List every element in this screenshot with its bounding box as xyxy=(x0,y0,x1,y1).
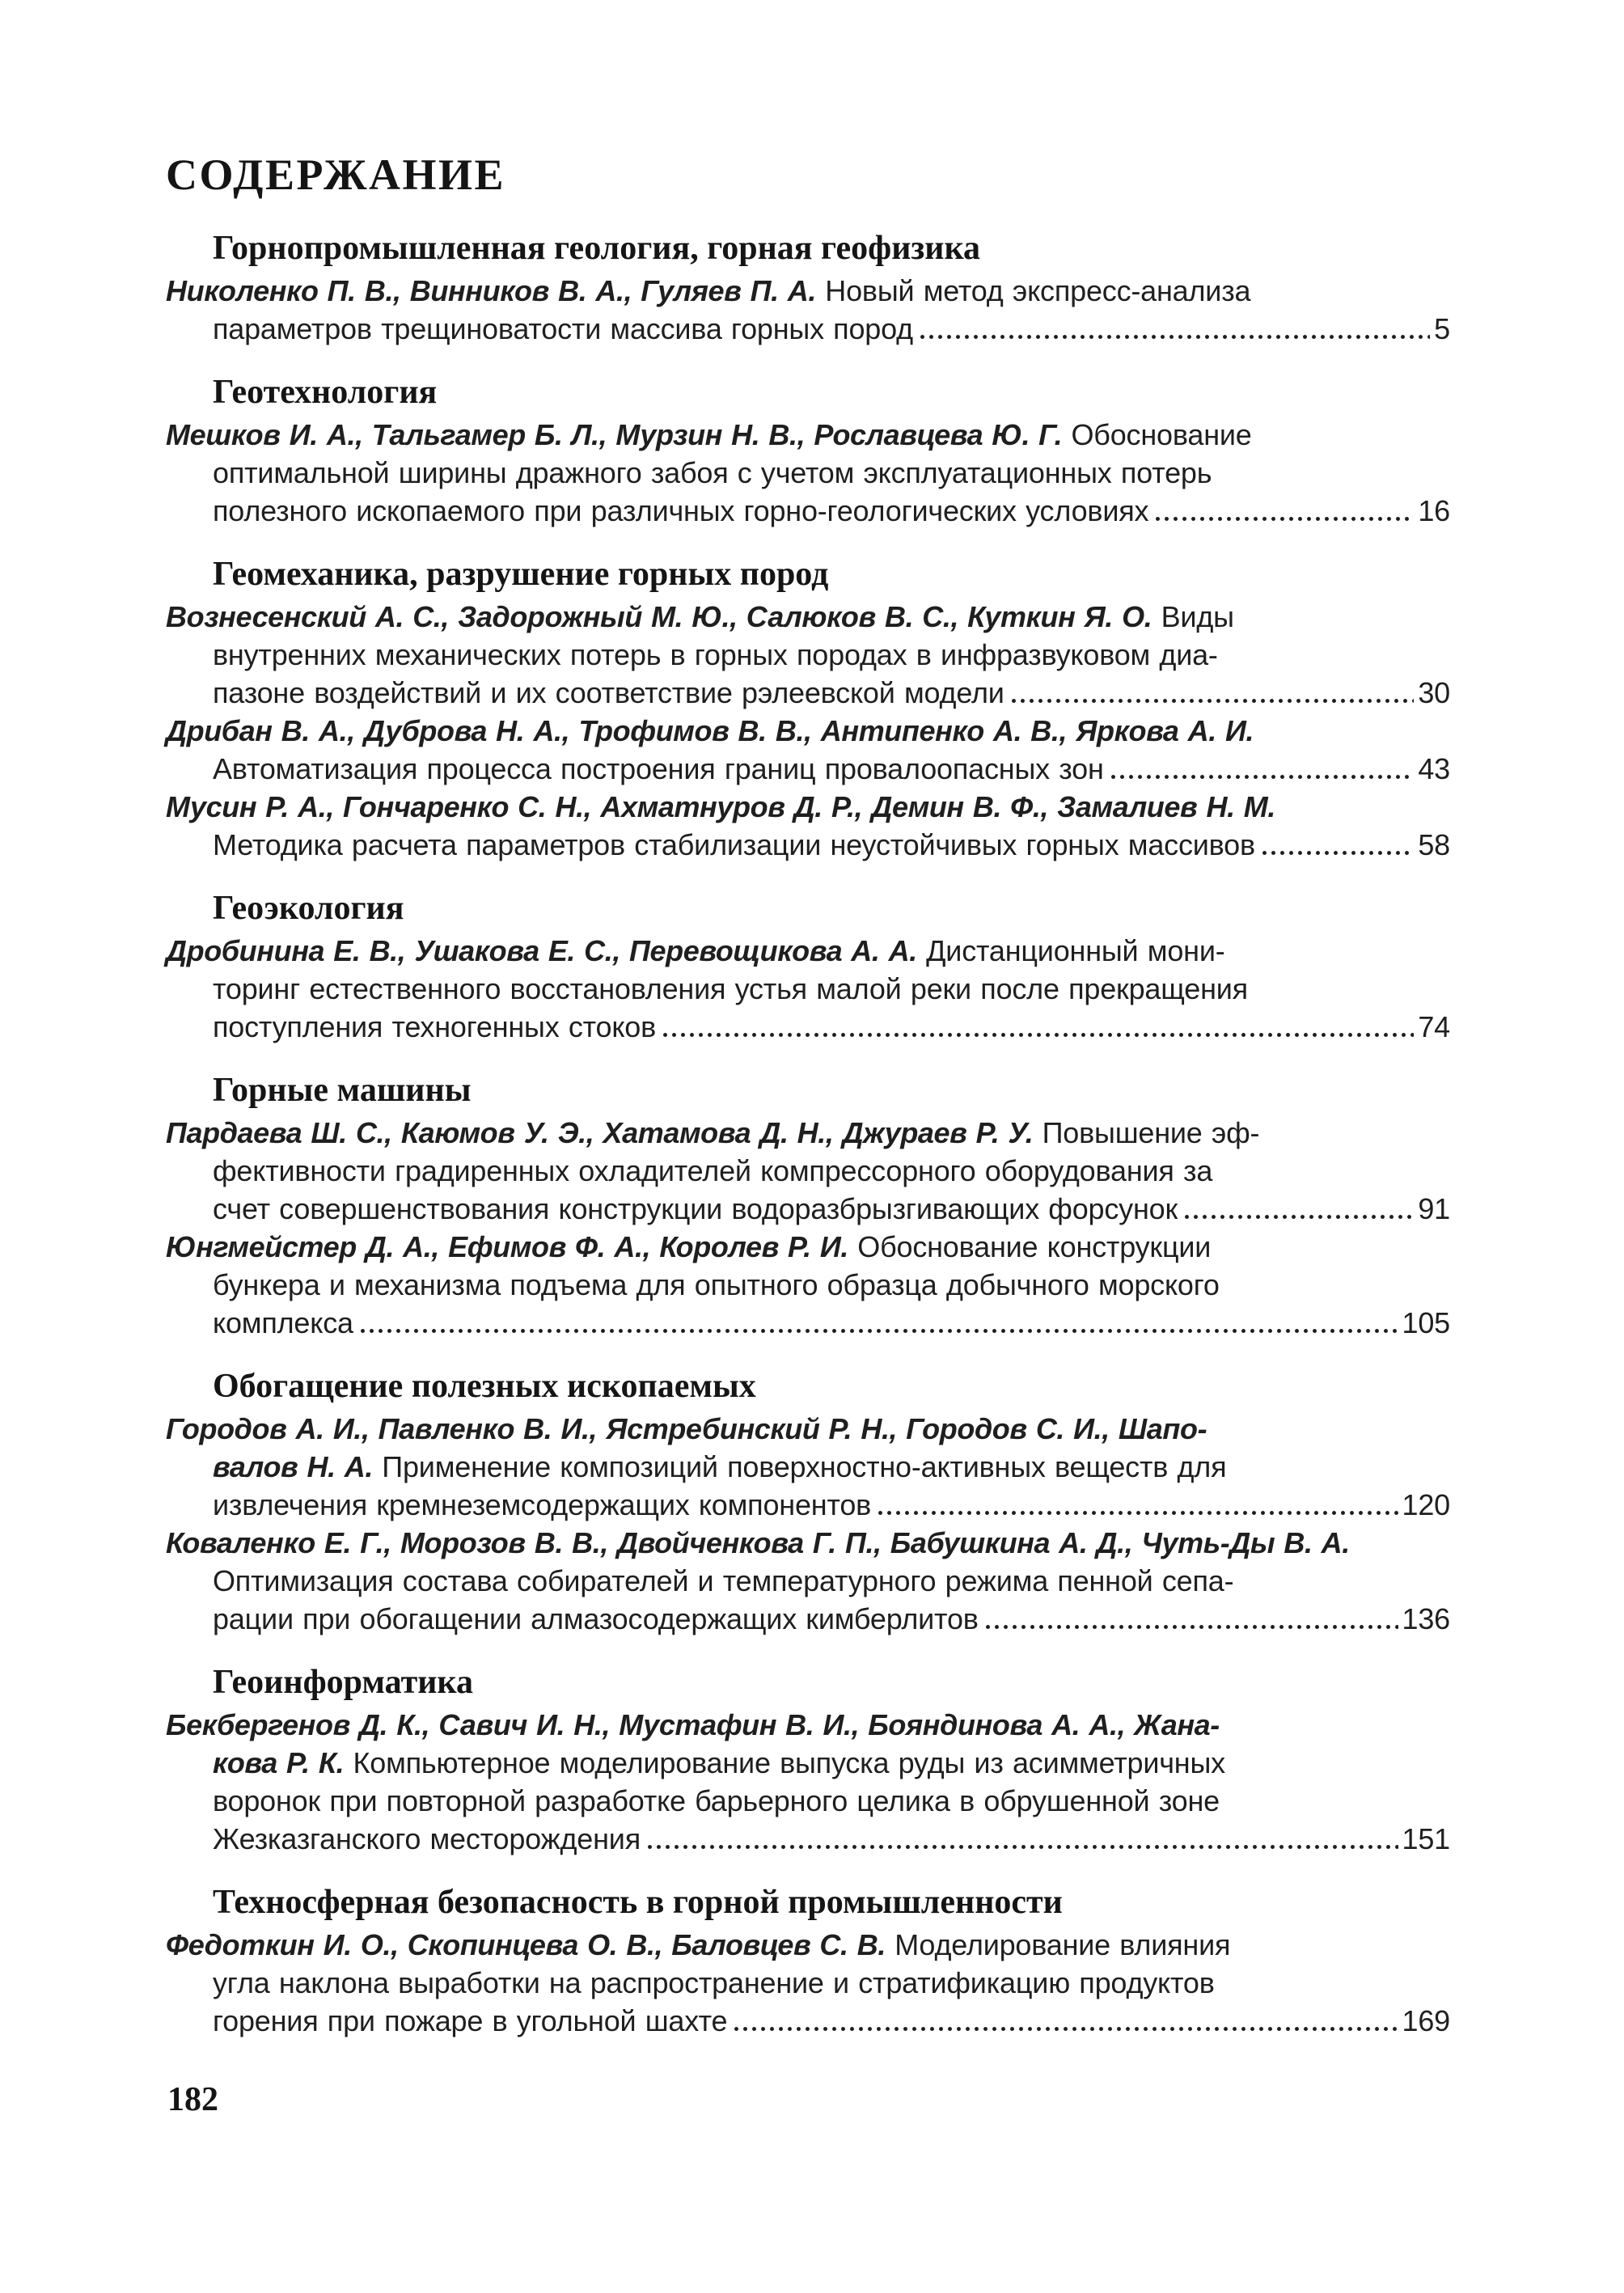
toc-entry-line xyxy=(166,454,1450,492)
entry-page-number: 16 xyxy=(1418,494,1450,527)
entry-title-text: пазоне воздействий и их соответствие рэлеевской модели xyxy=(213,676,1004,709)
entry-authors: Дробинина Е. В., Ушакова Е. С., Перевощикова А. А. xyxy=(166,934,917,967)
entry-page-number: 74 xyxy=(1418,1010,1450,1043)
entry-page-number: 151 xyxy=(1402,1822,1450,1855)
entry-title-text: Применение композиций поверхностно-активных веществ для xyxy=(373,1450,1227,1483)
entry-title-text: Новый метод экспресс-анализа xyxy=(815,274,1251,307)
toc-entry-line xyxy=(166,1562,1450,1600)
toc-entry xyxy=(166,1524,1450,1638)
section-header: Геомеханика, разрушение горных пород xyxy=(213,556,829,593)
section-header: Геоинформатика xyxy=(213,1664,473,1701)
entry-page-number: 91 xyxy=(1418,1192,1450,1225)
dot-leader xyxy=(663,1033,1414,1037)
toc-entry-line xyxy=(166,788,1450,826)
entry-title-text: оптимальной ширины дражного забоя с учетом эксплуатационных потерь xyxy=(213,456,1212,489)
entry-title-text: внутренних механических потерь в горных породах в инфразвуковом диа- xyxy=(213,638,1218,671)
entry-title-text: Обоснование xyxy=(1062,418,1252,451)
entry-page-number: 5 xyxy=(1434,312,1450,345)
toc-entry-line xyxy=(166,932,1450,970)
toc-entry xyxy=(166,416,1450,530)
entry-authors: кова Р. К. xyxy=(213,1746,345,1779)
toc-entry-line xyxy=(166,1008,1450,1046)
entry-title-text: рации при обогащении алмазосодержащих кимберлитов xyxy=(213,1602,979,1635)
toc-entry xyxy=(166,1228,1450,1342)
dot-leader xyxy=(1111,775,1415,779)
page-title: СОДЕРЖАНИЕ xyxy=(166,150,505,199)
toc-entry-line xyxy=(166,2002,1450,2040)
dot-leader xyxy=(986,1625,1398,1629)
toc-entry xyxy=(166,1706,1450,1858)
section-header: Горные машины xyxy=(213,1072,472,1109)
entry-page-number: 169 xyxy=(1402,2004,1450,2037)
entry-page-number: 105 xyxy=(1402,1306,1450,1339)
section-header: Горнопромышленная геология, горная геофизика xyxy=(213,230,981,267)
dot-leader xyxy=(1185,1215,1414,1219)
toc-entry xyxy=(166,598,1450,712)
entry-title-text: Оптимизация состава собирателей и температурного режима пенной сепа- xyxy=(213,1564,1234,1597)
entry-title-text: Обоснование конструкции xyxy=(848,1230,1212,1263)
entry-title-text: Компьютерное моделирование выпуска руды из асимметричных xyxy=(344,1746,1225,1779)
entry-title-text: Жезказганского месторождения xyxy=(213,1822,641,1855)
toc-entry-line xyxy=(166,1524,1450,1562)
entry-title-text: угла наклона выработки на распространение и стратификацию продуктов xyxy=(213,1966,1215,1999)
entry-authors: Бекбергенов Д. К., Савич И. Н., Мустафин В. И., Бояндинова А. А., Жана- xyxy=(166,1708,1220,1741)
entry-authors: Николенко П. В., Винников В. А., Гуляев П. А. xyxy=(166,274,816,307)
toc-entry-line xyxy=(166,712,1450,750)
entry-title-text: Автоматизация процесса построения границ провалоопасных зон xyxy=(213,752,1104,785)
dot-leader xyxy=(1262,851,1414,855)
toc-entry xyxy=(166,1114,1450,1228)
toc-entry-line xyxy=(166,1744,1450,1782)
toc-entry-line xyxy=(166,1486,1450,1524)
entry-authors: Коваленко Е. Г., Морозов В. В., Двойченкова Г. П., Бабушкина А. Д., Чуть-Ды В. А. xyxy=(166,1526,1350,1559)
entry-page-number: 43 xyxy=(1418,752,1450,785)
section-header: Обогащение полезных ископаемых xyxy=(213,1368,756,1405)
folio-page-number: 182 xyxy=(167,2081,218,2118)
toc-entry-line xyxy=(166,750,1450,788)
toc-entry xyxy=(166,788,1450,864)
toc-entry-line xyxy=(166,492,1450,530)
toc-entry-line xyxy=(166,674,1450,712)
toc-entry-line xyxy=(166,598,1450,636)
entry-title-text: фективности градиренных охладителей компрессорного оборудования за xyxy=(213,1154,1213,1187)
toc-entry xyxy=(166,1410,1450,1524)
entry-authors: Пардаева Ш. С., Каюмов У. Э., Хатамова Д. Н., Джураев Р. У. xyxy=(166,1116,1034,1149)
toc-entry-line xyxy=(166,636,1450,674)
entry-authors: Вознесенский А. С., Задорожный М. Ю., Салюков В. С., Куткин Я. О. xyxy=(166,600,1152,633)
entry-title-text: торинг естественного восстановления устья малой реки после прекращения xyxy=(213,972,1248,1005)
entry-title-text: горения при пожаре в угольной шахте xyxy=(213,2004,728,2037)
toc-entry-line xyxy=(166,1600,1450,1638)
entry-title-text: полезного ископаемого при различных горно-геологических условиях xyxy=(213,494,1149,527)
toc-entry-line xyxy=(166,272,1450,310)
entry-authors: Городов А. И., Павленко В. И., Ястребинский Р. Н., Городов С. И., Шапо- xyxy=(166,1412,1207,1445)
toc-entry-line xyxy=(166,416,1450,454)
section-header: Геотехнология xyxy=(213,374,438,411)
toc-entry-line xyxy=(166,970,1450,1008)
toc-entry-line xyxy=(166,1706,1450,1744)
entry-authors: Мешков И. А., Тальгамер Б. Л., Мурзин Н. В., Рославцева Ю. Г. xyxy=(166,418,1063,451)
toc-entry-line xyxy=(166,1782,1450,1820)
toc-entry xyxy=(166,272,1450,348)
toc-entry xyxy=(166,712,1450,788)
entry-authors: Юнгмейстер Д. А., Ефимов Ф. А., Королев Р. И. xyxy=(166,1230,848,1263)
entry-title-text: поступления техногенных стоков xyxy=(213,1010,657,1043)
entry-title-text: бункера и механизма подъема для опытного образца добычного морского xyxy=(213,1268,1220,1301)
toc-entry-line xyxy=(166,1152,1450,1190)
toc-entry-line xyxy=(166,1114,1450,1152)
entry-authors: валов Н. А. xyxy=(213,1450,373,1483)
entry-title-text: Методика расчета параметров стабилизации неустойчивых горных массивов xyxy=(213,828,1255,861)
toc-entry-line xyxy=(166,1448,1450,1486)
toc-entry-line xyxy=(166,1190,1450,1228)
entry-title-text: Моделирование влияния xyxy=(885,1928,1231,1961)
toc-entry-line xyxy=(166,826,1450,864)
entry-authors: Федоткин И. О., Скопинцева О. В., Баловцев С. В. xyxy=(166,1928,886,1961)
entry-authors: Мусин Р. А., Гончаренко С. Н., Ахматнуров Д. Р., Демин В. Ф., Замалиев Н. М. xyxy=(166,790,1275,823)
entry-title-text: воронок при повторной разработке барьерного целика в обрушенной зоне xyxy=(213,1784,1220,1817)
toc-entry-line xyxy=(166,1964,1450,2002)
section-header: Техносферная безопасность в горной промышленности xyxy=(213,1884,1063,1921)
entry-title-text: Виды xyxy=(1152,600,1234,633)
toc-entry xyxy=(166,932,1450,1046)
toc-entry-line xyxy=(166,1304,1450,1342)
toc-page xyxy=(166,152,1450,2040)
entry-page-number: 58 xyxy=(1418,828,1450,861)
dot-leader xyxy=(361,1329,1398,1333)
entry-page-number: 136 xyxy=(1402,1602,1450,1635)
entry-title-text: параметров трещиноватости массива горных пород xyxy=(213,312,913,345)
dot-leader xyxy=(734,2027,1398,2031)
entry-title-text: комплекса xyxy=(213,1306,353,1339)
toc-entry xyxy=(166,1926,1450,2040)
toc-entry-line xyxy=(166,1926,1450,1964)
section-header: Геоэкология xyxy=(213,890,404,927)
entry-title-text: извлечения кремнеземсодержащих компонентов xyxy=(213,1488,872,1521)
dot-leader xyxy=(878,1511,1398,1515)
toc-entry-line xyxy=(166,1410,1450,1448)
entry-title-text: Повышение эф- xyxy=(1033,1116,1260,1149)
toc-entry-line xyxy=(166,1820,1450,1858)
dot-leader xyxy=(1156,517,1414,521)
entry-page-number: 120 xyxy=(1402,1488,1450,1521)
entry-authors: Дрибан В. А., Дуброва Н. А., Трофимов В. В., Антипенко А. В., Яркова А. И. xyxy=(166,714,1254,747)
toc-entry-line xyxy=(166,310,1450,348)
entry-title-text: Дистанционный мони- xyxy=(916,934,1225,967)
toc-entry-line xyxy=(166,1228,1450,1266)
entry-page-number: 30 xyxy=(1418,676,1450,709)
dot-leader xyxy=(920,335,1430,339)
dot-leader xyxy=(1012,699,1415,703)
entry-title-text: счет совершенствования конструкции водоразбрызгивающих форсунок xyxy=(213,1192,1178,1225)
dot-leader xyxy=(648,1845,1398,1849)
toc-entry-line xyxy=(166,1266,1450,1304)
